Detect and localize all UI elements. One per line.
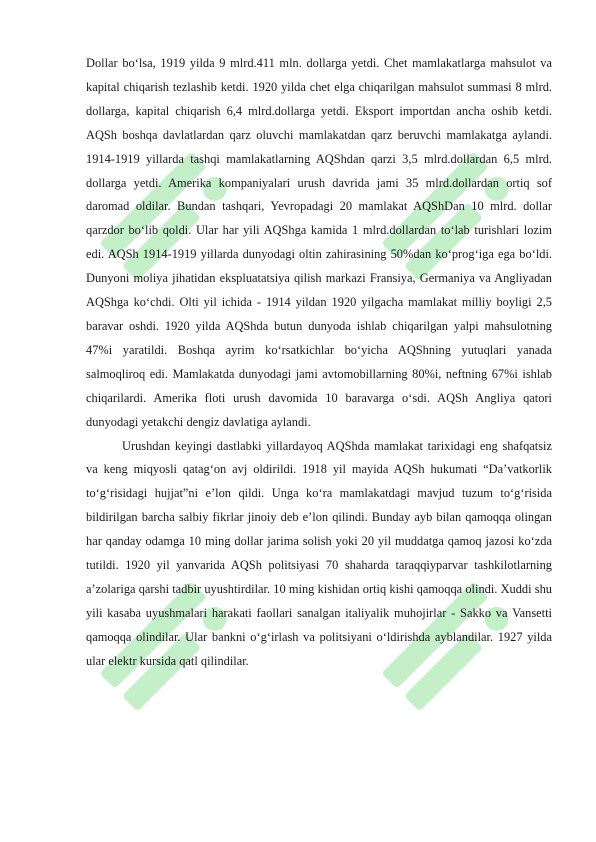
document-body xyxy=(86,52,552,674)
paragraph: Urushdan keyingi dastlabki yillardayoq AQShda mamlakat tarixidagi eng shafqatsiz va keng miqyosli qatag‘on avj oldirildi. 1918 yil mayida AQSh hukumati “Da’vatkorlik to‘g‘risidagi hujjat”ni e’lon qildi. Unga ko‘ra mamlakatdagi mavjud tuzum to‘g‘risida bildirilgan barcha salbiy fikrlar jinoiy deb e’lon qilindi. Bunday ayb bilan qamoqqa olingan har qanday odamga 10 ming dollar jarima solish yoki 20 yil muddatga qamoq jazosi ko‘zda tutildi. 1920 yil yanvarida AQSh politsiyasi 70 shaharda taraqqiyparvar tashkilotlarning a’zolariga qarshi tadbir uyushtirdilar. 10 ming kishidan ortiq kishi qamoqqa olindi. Xuddi shu yili kasaba uyushmalari harakati faollari sanalgan italiyalik muhojirlar - Sakko va Vansetti qamoqqa olindilar. Ular bankni o‘g‘irlash va politsiyani o‘ldirishda ayblandilar. 1927 yilda ular elektr kursida qatl qilindilar. xyxy=(86,438,552,668)
paragraph: Dollar bo‘lsa, 1919 yilda 9 mlrd.411 mln. dollarga yetdi. Chet mamlakatlarga mahsulot va kapital chiqarish tezlashib ketdi. 1920 yilda chet elga chiqarilgan mahsulot summasi 8 mlrd. dollarga, kapital chiqarish 6,4 mlrd.dollarga yetdi. Eksport importdan ancha oshib ketdi. AQSh boshqa davlatlardan qarz oluvchi mamlakatdan qarz beruvchi mamlakatga aylandi. 1914-1919 yillarda tashqi mamlakatlarning AQShdan qarzi 3,5 mlrd.dollardan 6,5 mlrd. dollarga yetdi. Amerika kompaniyalari urush davrida jami 35 mlrd.dollardan ortiq sof daromad oldilar. Bundan tashqari, Yevropadagi 20 mamlakat AQShDan 10 mlrd. dollar qarzdor bo‘lib qoldi. Ular har yili AQShga kamida 1 mlrd.dollardan to‘lab turishlari lozim edi. AQSh 1914-1919 yillarda dunyodagi oltin zahirasining 50%dan ko‘prog‘iga ega bo‘ldi. Dunyoni moliya jihatidan ekspluatatsiya qilish markazi Fransiya, Germaniya va Angliyadan AQShga ko‘chdi. Olti yil ichida - 1914 yildan 1920 yilgacha mamlakat milliy boyligi 2,5 baravar oshdi. 1920 yilda AQShda butun dunyoda ishlab chiqarilgan yalpi mahsulotning 47%i yaratildi. Boshqa ayrim ko‘rsatkichlar bo‘yicha AQShning yutuqlari yanada salmoqliroq edi. Mamlakatda dunyodagi jami avtomobillarning 80%i, neftning 67%i ishlab chiqarilardi. Amerika floti urush davomida 10 baravarga o‘sdi. AQSh Angliya qatori dunyodagi yetakchi dengiz davlatiga aylandi. xyxy=(86,56,552,429)
